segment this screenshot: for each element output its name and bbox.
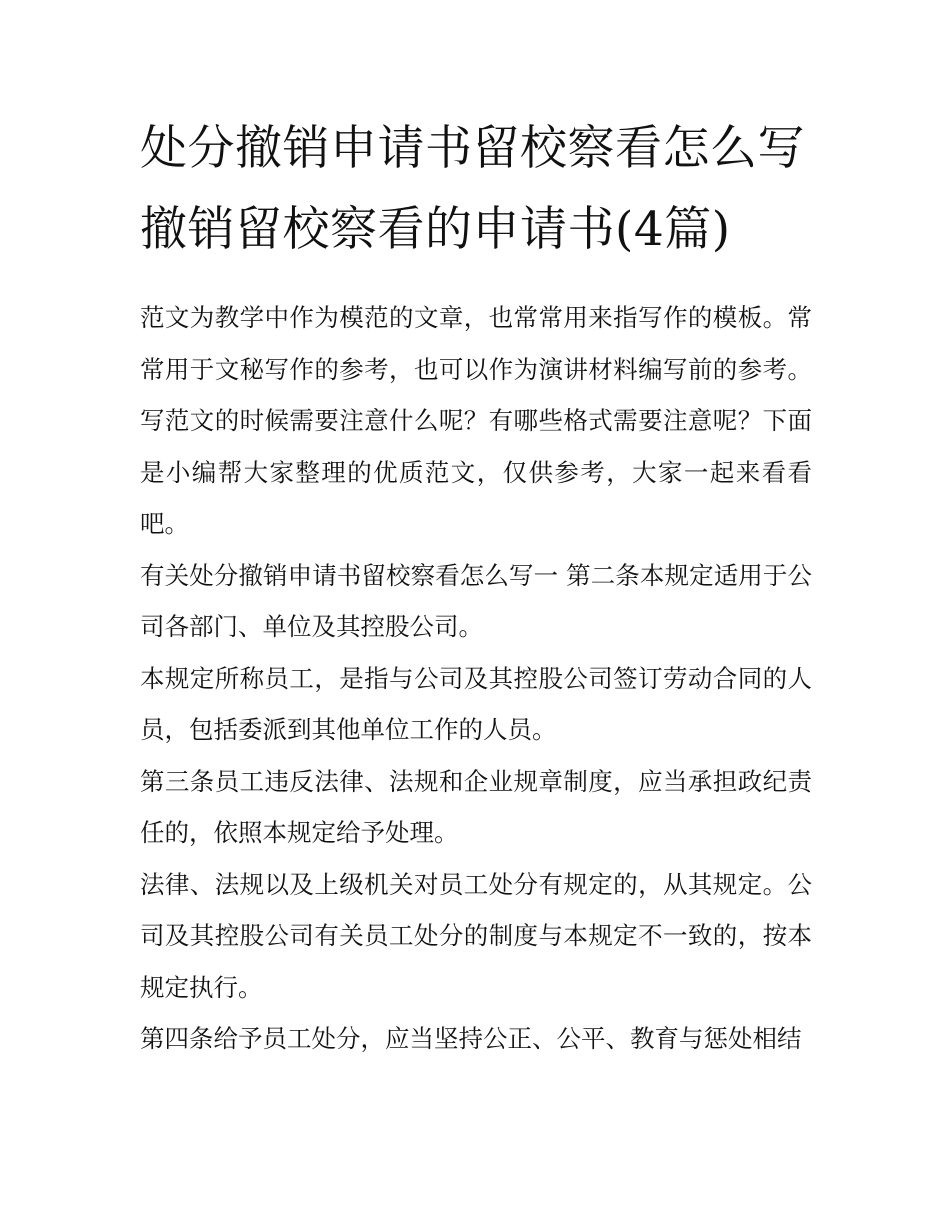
document-title: 处分撤销申请书留校察看怎么写 撤销留校察看的申请书(4篇)	[140, 121, 805, 257]
document-page	[140, 108, 812, 1065]
document-body	[140, 292, 812, 1065]
paragraph-article-4: 第四条给予员工处分，应当坚持公正、公平、教育与惩处相结	[140, 1024, 802, 1053]
paragraph-article-3: 第三条员工违反法律、法规和企业规章制度，应当承担政纪责任的，依照本规定给予处理。	[140, 766, 812, 847]
paragraph-article-2: 有关处分撤销申请书留校察看怎么写一 第二条本规定适用于公司各部门、单位及其控股公司。	[140, 560, 812, 641]
paragraph-law-precedence: 法律、法规以及上级机关对员工处分有规定的，从其规定。公司及其控股公司有关员工处分的制度与本规定不一致的，按本规定执行。	[140, 869, 812, 1002]
paragraph-employee-definition: 本规定所称员工，是指与公司及其控股公司签订劳动合同的人员，包括委派到其他单位工作的人员。	[140, 663, 812, 744]
paragraph-intro: 范文为教学中作为模范的文章，也常常用来指写作的模板。常常用于文秘写作的参考，也可以作为演讲材料编写前的参考。写范文的时候需要注意什么呢？有哪些格式需要注意呢？下面是小编帮大家整理的优质范文，仅供参考，大家一起来看看吧。	[140, 303, 812, 538]
